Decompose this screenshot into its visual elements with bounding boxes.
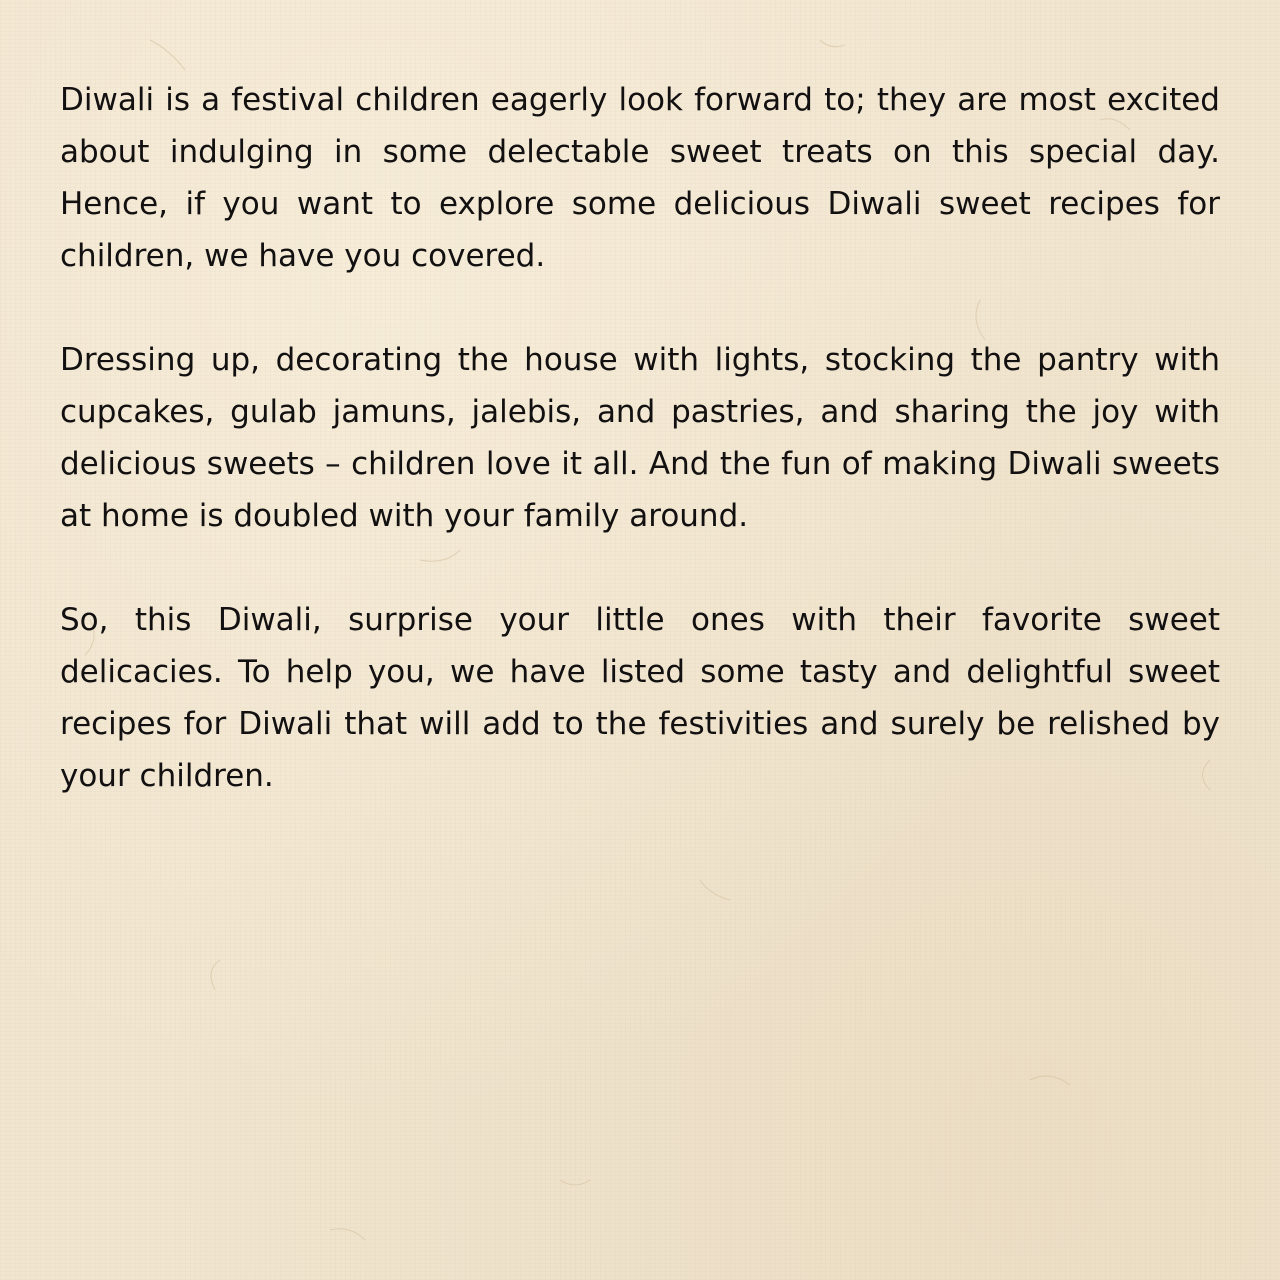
intro-paragraph: Diwali is a festival children eagerly look forward to; they are most excited about indulging in some delectable sweet treats on this special day. Hence, if you want to explore some delicious Diwali sweet recipes for children, we have you covered. (60, 82, 1220, 274)
celebration-paragraph: Dressing up, decorating the house with lights, stocking the pantry with cupcakes, gulab jamuns, jalebis, and pastries, and sharing the joy with delicious sweets – children love it all. And the fun of making Diwali sweets at home is doubled with your family around. (60, 342, 1220, 534)
article-body (60, 74, 1220, 854)
recipes-paragraph: So, this Diwali, surprise your little ones with their favorite sweet delicacies. To help you, we have listed some tasty and delightful sweet recipes for Diwali that will add to the festivities and surely be relished by your children. (60, 602, 1220, 794)
